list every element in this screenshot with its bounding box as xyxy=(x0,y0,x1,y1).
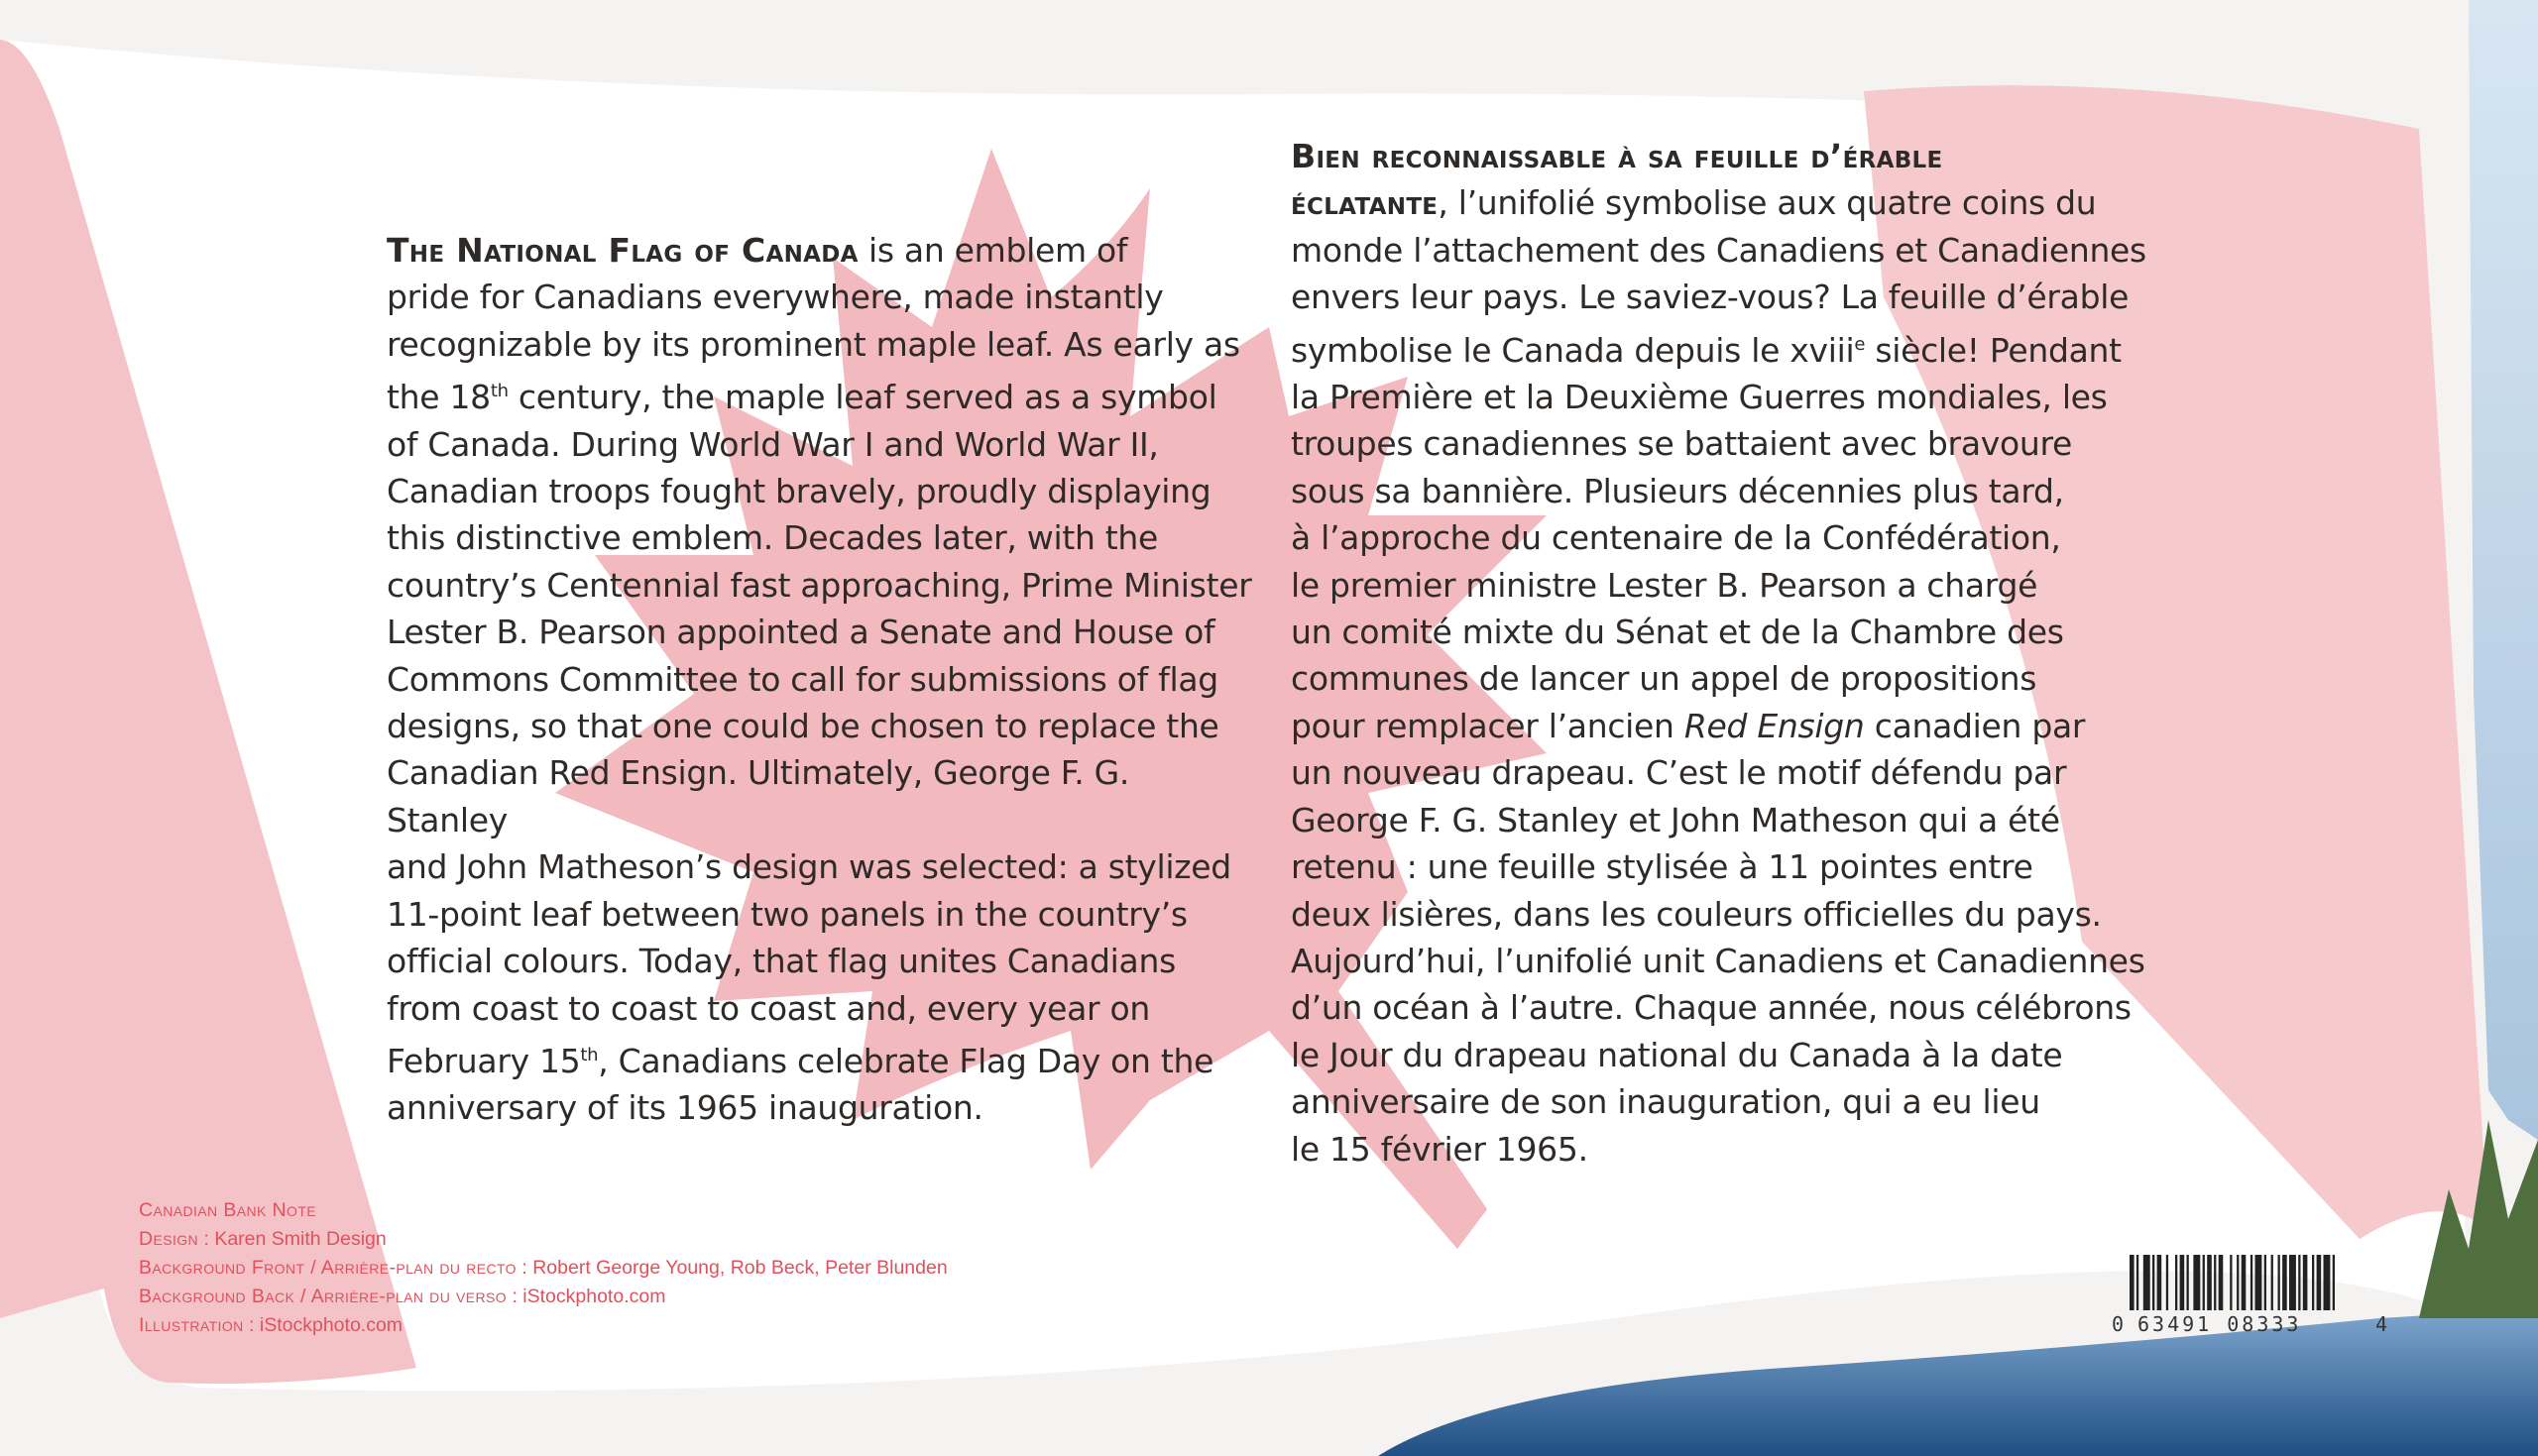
french-text-run: , l’unifolié symbolise aux quatre coins du xyxy=(1438,183,2097,223)
barcode-digit-first: 0 xyxy=(2112,1312,2125,1336)
credit-line xyxy=(139,1254,948,1283)
credit-value: : Karen Smith Design xyxy=(198,1228,387,1250)
credit-label: Design xyxy=(139,1228,199,1250)
credit-label: Background Front / Arrière-plan du recto xyxy=(139,1257,517,1279)
english-line: official colours. Today, that flag unites Canadians xyxy=(387,942,1176,981)
french-line: communes de lancer un appel de propositions xyxy=(1291,659,2037,699)
barcode-digit-middle: 63491 08333 xyxy=(2137,1312,2302,1336)
credit-label: Illustration xyxy=(139,1314,244,1336)
barcode-bar xyxy=(2242,1255,2247,1310)
barcode-bar xyxy=(2237,1255,2239,1310)
barcode-bar xyxy=(2203,1255,2205,1310)
english-line: anniversary of its 1965 inauguration. xyxy=(387,1088,983,1128)
french-line: la Première et la Deuxième Guerres mondiales, les xyxy=(1291,378,2108,417)
barcode-bar xyxy=(2219,1255,2224,1310)
barcode-bar xyxy=(2278,1255,2280,1310)
english-text-run: century, the maple leaf served as a symbol xyxy=(518,378,1217,417)
english-line: Canadian Red Ensign. Ultimately, George F. G. Stanley xyxy=(387,753,1130,840)
french-line: envers leur pays. Le saviez-vous? La feuille d’érable xyxy=(1291,278,2130,317)
barcode-bar xyxy=(2136,1255,2138,1310)
credit-value: : iStockphoto.com xyxy=(507,1286,666,1307)
french-line: d’un océan à l’autre. Chaque année, nous célébrons xyxy=(1291,988,2132,1028)
barcode-bar xyxy=(2187,1255,2189,1310)
credit-line xyxy=(139,1196,948,1225)
french-line: monde l’attachement des Canadiens et Canadiennes xyxy=(1291,230,2146,270)
barcode-bar xyxy=(2303,1255,2308,1310)
barcode-bar xyxy=(2180,1255,2185,1310)
french-line: retenu : une feuille stylisée à 11 pointes entre xyxy=(1291,847,2033,887)
french-text-run: siècle! Pendant xyxy=(1865,330,2122,370)
barcode-bar xyxy=(2230,1255,2232,1310)
credit-line xyxy=(139,1311,948,1340)
credit-line xyxy=(139,1225,948,1254)
barcode-bar xyxy=(2157,1255,2162,1310)
barcode-bar xyxy=(2317,1255,2322,1310)
credits-block xyxy=(139,1196,948,1340)
barcode-bar xyxy=(2175,1255,2177,1310)
french-lead: Bien reconnaissable à sa feuille d’érable xyxy=(1291,137,1943,175)
english-line: Lester B. Pearson appointed a Senate and House of xyxy=(387,613,1215,652)
english-text xyxy=(387,227,1259,1132)
credit-value: : iStockphoto.com xyxy=(243,1314,404,1336)
barcode-bar xyxy=(2130,1255,2134,1310)
english-text-run: February 15 xyxy=(387,1041,581,1080)
english-line: of Canada. During World War I and World War II, xyxy=(387,424,1159,464)
french-line: à l’approche du centenaire de la Confédération, xyxy=(1291,518,2061,558)
barcode-bar xyxy=(2214,1255,2216,1310)
english-line: 11-point leaf between two panels in the country’s xyxy=(387,894,1188,934)
english-line: from coast to coast to coast and, every year on xyxy=(387,988,1150,1028)
barcode-bars xyxy=(2112,1255,2409,1310)
french-line: le Jour du drapeau national du Canada à la date xyxy=(1291,1035,2063,1074)
french-line: le premier ministre Lester B. Pearson a chargé xyxy=(1291,565,2038,605)
french-line xyxy=(1291,703,2183,749)
barcode-bar xyxy=(2289,1255,2296,1310)
french-line: Aujourd’hui, l’unifolié unit Canadiens et Canadiennes xyxy=(1291,941,2145,980)
french-text-run: pour remplacer l’ancien xyxy=(1291,706,1684,745)
credit-line xyxy=(139,1283,948,1311)
superscript: th xyxy=(580,1044,599,1065)
french-line: troupes canadiennes se battaient avec bravoure xyxy=(1291,424,2073,464)
english-line: designs, so that one could be chosen to replace the xyxy=(387,707,1219,746)
barcode-bar xyxy=(2271,1255,2273,1310)
superscript: th xyxy=(490,381,509,402)
barcode-bar xyxy=(2312,1255,2314,1310)
barcode-bar xyxy=(2298,1255,2300,1310)
upc-barcode xyxy=(2112,1255,2409,1334)
english-text-run: is an emblem of xyxy=(858,231,1128,270)
english-text-run: , Canadians celebrate Flag Day on the xyxy=(598,1041,1214,1080)
english-line: and John Matheson’s design was selected: a stylized xyxy=(387,847,1231,887)
french-line: un nouveau drapeau. C’est le motif défendu par xyxy=(1291,753,2067,793)
english-lead: The National Flag of Canada xyxy=(387,231,859,270)
barcode-bar xyxy=(2333,1255,2335,1310)
barcode-bar xyxy=(2282,1255,2287,1310)
french-line: le 15 février 1965. xyxy=(1291,1129,1588,1169)
french-line: sous sa bannière. Plusieurs décennies plus tard, xyxy=(1291,471,2064,510)
french-line: un comité mixte du Sénat et de la Chambre des xyxy=(1291,613,2064,652)
french-text xyxy=(1291,133,2183,1173)
french-lead-line xyxy=(1291,133,2183,179)
english-line: Canadian troops fought bravely, proudly displaying xyxy=(387,472,1211,511)
english-line: recognizable by its prominent maple leaf. As early as xyxy=(387,324,1240,364)
barcode-bar xyxy=(2193,1255,2200,1310)
superscript: e xyxy=(1854,333,1866,355)
barcode-bar xyxy=(2264,1255,2266,1310)
barcode-bar xyxy=(2143,1255,2150,1310)
english-line: country’s Centennial fast approaching, Prime Minister xyxy=(387,565,1252,605)
barcode-bar xyxy=(2250,1255,2252,1310)
french-text-run: canadien par xyxy=(1864,706,2086,745)
french-line: George F. G. Stanley et John Matheson qui a été xyxy=(1291,800,2060,840)
english-line: Commons Committee to call for submissions of flag xyxy=(387,659,1218,699)
english-line: pride for Canadians everywhere, made instantly xyxy=(387,278,1164,317)
barcode-bar xyxy=(2255,1255,2262,1310)
french-line: deux lisières, dans les couleurs officielles du pays. xyxy=(1291,894,2102,934)
french-line: anniversaire de son inauguration, qui a eu lieu xyxy=(1291,1082,2040,1122)
english-line xyxy=(387,368,1259,420)
french-line xyxy=(1291,321,2183,374)
barcode-bar xyxy=(2324,1255,2331,1310)
french-lead-2: éclatante xyxy=(1291,183,1439,223)
english-text-run: the 18 xyxy=(387,378,491,417)
barcode-digit-last: 4 xyxy=(2375,1312,2388,1336)
barcode-bar xyxy=(2152,1255,2154,1310)
credit-label: Background Back / Arrière-plan du verso xyxy=(139,1286,508,1307)
barcode-bar xyxy=(2166,1255,2168,1310)
french-italic-run: Red Ensign xyxy=(1683,706,1865,745)
english-line-1 xyxy=(387,227,1259,274)
english-line xyxy=(387,1032,1259,1084)
french-text-run: symbolise le Canada depuis le xviii xyxy=(1291,330,1855,370)
french-line xyxy=(1291,179,2183,226)
credit-label: Canadian Bank Note xyxy=(139,1199,317,1221)
english-line: this distinctive emblem. Decades later, with the xyxy=(387,518,1159,558)
barcode-bar xyxy=(2207,1255,2212,1310)
credit-value: : Robert George Young, Rob Beck, Peter Blunden xyxy=(516,1257,948,1279)
